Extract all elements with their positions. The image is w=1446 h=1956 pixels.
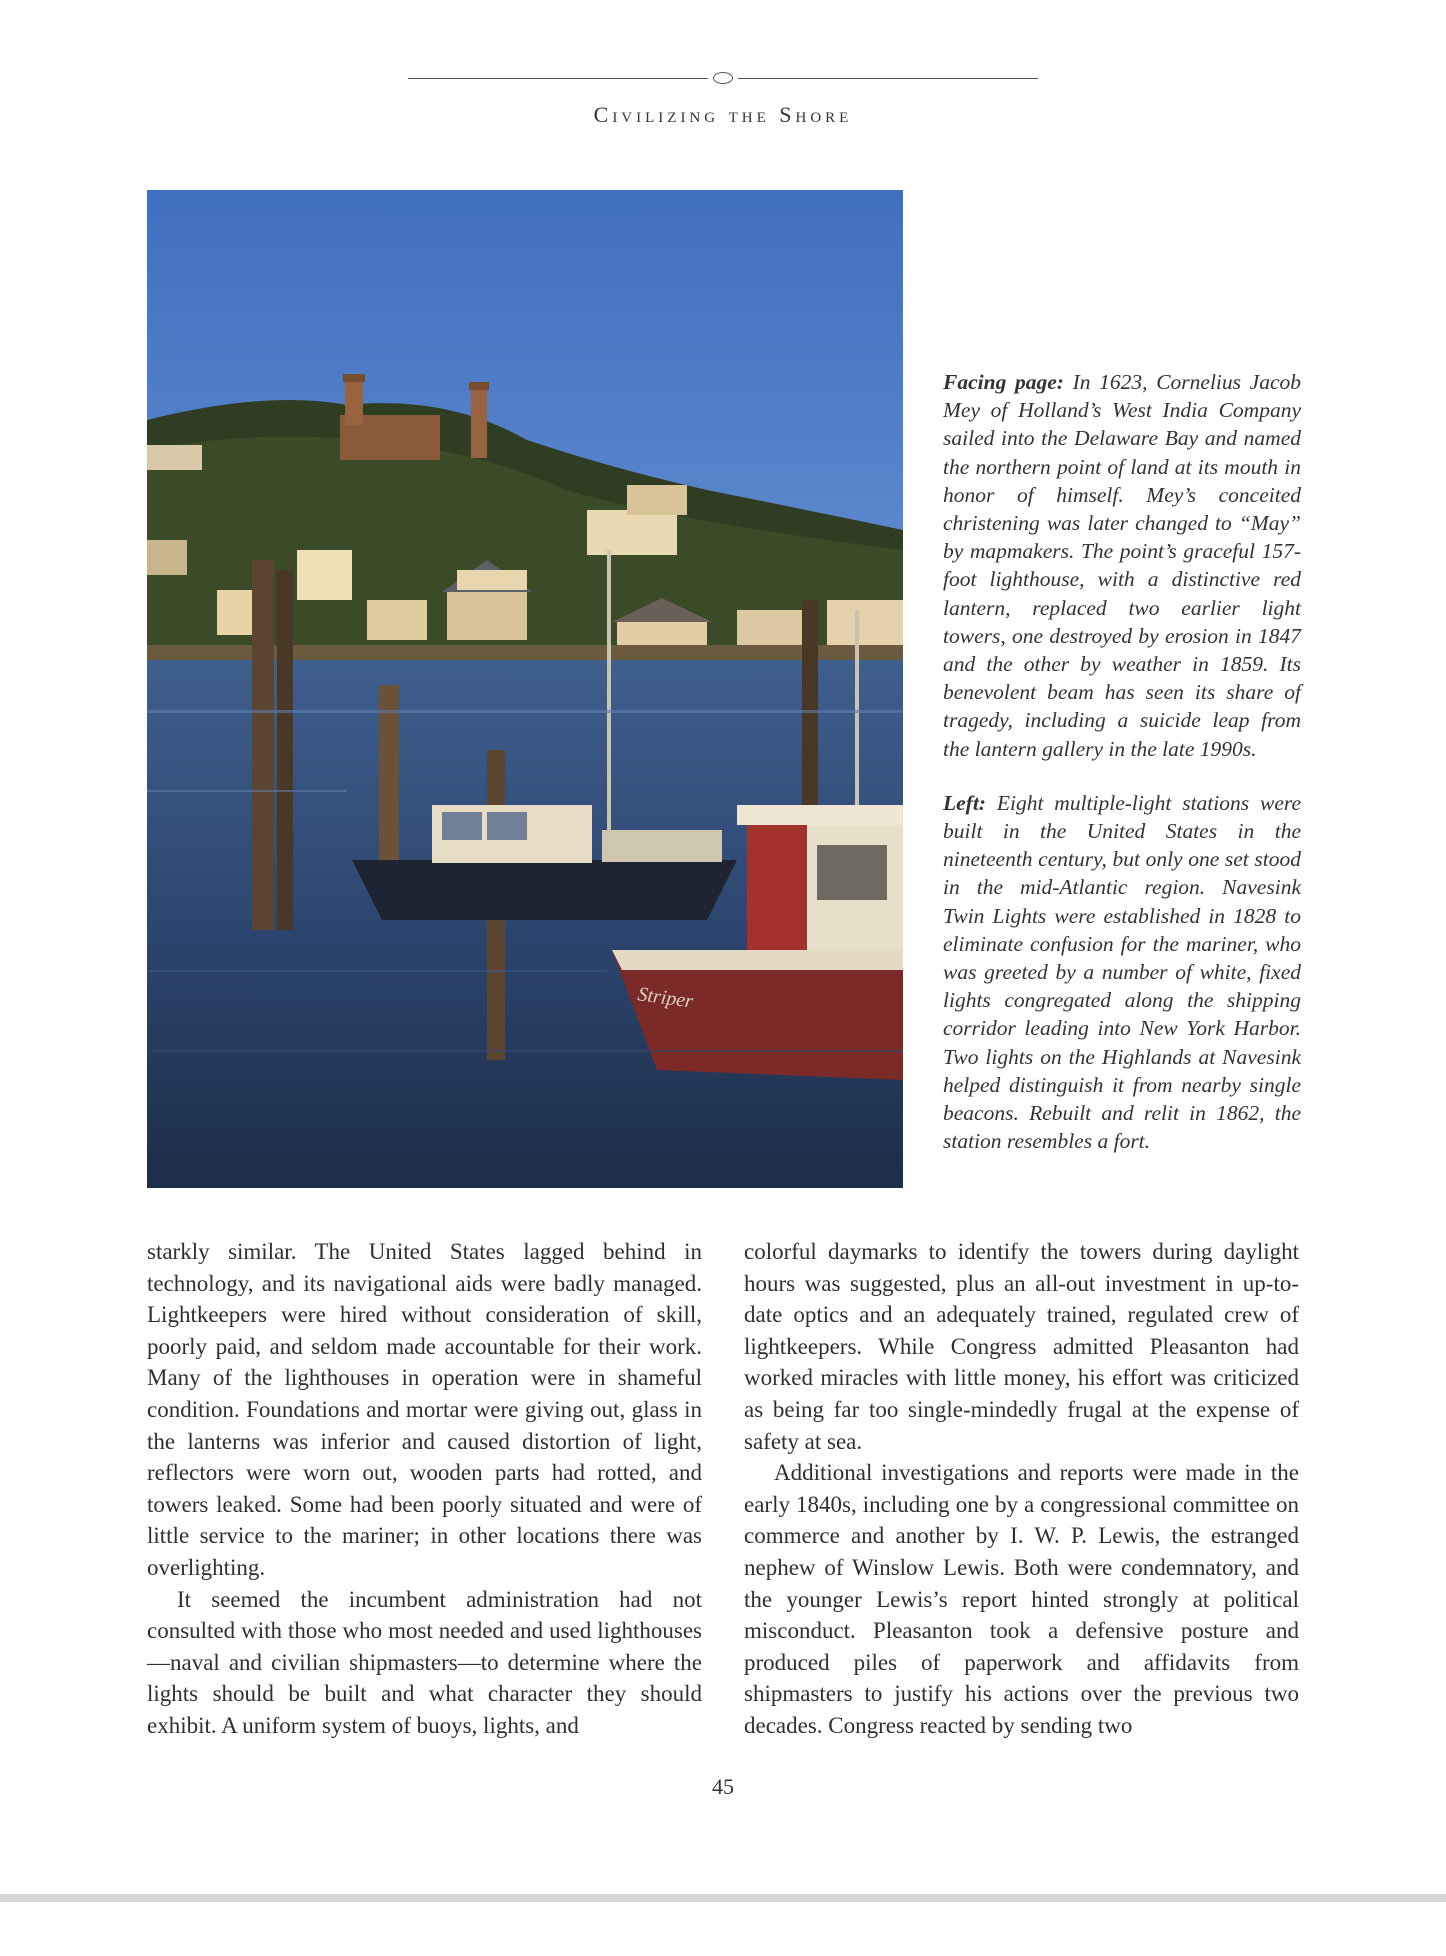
header-rule-right: [738, 78, 1038, 79]
caption-left-lead: Left:: [943, 790, 986, 815]
body-column-left: [147, 1236, 702, 1742]
header-rule-left: [408, 78, 708, 79]
page-number: 45: [712, 1774, 734, 1799]
caption-facing-text: In 1623, Cornelius Jacob Mey of Holland’s West India Company sailed into the Delaware Bay and named the northern point of land at its mouth in honor of himself. Mey’s conceited christening was later changed to “May” by mapmakers. The point’s graceful 157-foot lighthouse, with a distinctive red lantern, replaced two earlier light towers, one destroyed by erosion in 1847 and the other by weather in 1859. Its benevolent beam has seen its share of tragedy, including a suicide leap from the lantern gallery in the late 1990s.: [943, 370, 1301, 761]
body-paragraph: colorful daymarks to identify the towers during daylight hours was suggested, plus an all-out investment in up-to-date optics and an adequately trained, regulated crew of lightkeepers. While Congress admitted Pleasanton had worked miracles with little money, his effort was criticized as being far too single-mindedly frugal at the expense of safety at sea.: [744, 1239, 1299, 1454]
caption-left-text: Eight multiple-light stations were built in the United States in the nineteenth century, but only one set stood in the mid-Atlantic region. Navesink Twin Lights were established in 1828 to eliminate confusion for the mariner, who was greeted by a number of white, fixed lights congregated along the shipping corridor leading into New York Harbor. Two lights on the Highlands at Navesink helped distinguish it from nearby single beacons. Rebuilt and relit in 1862, the station resembles a fort.: [943, 790, 1301, 1154]
bottom-divider: [0, 1894, 1446, 1902]
body-paragraph: starkly similar. The United States lagged behind in technology, and its navigational aids were badly managed. Lightkeepers were hired without consideration of skill, poorly paid, and seldom made accountable for their work. Many of the lighthouses in operation were in shameful condition. Foundations and mortar were giving out, glass in the lanterns was inferior and caused distortion of light, reflectors were worn out, wooden parts had rotted, and towers leaked. Some had been poorly situated and were of little service to the mariner; in other locations there was overlighting.: [147, 1239, 702, 1580]
header-ornament: [713, 72, 733, 84]
body-column-right: [744, 1236, 1299, 1742]
body-paragraph: Additional investigations and reports were made in the early 1840s, including one by a congressional committee on commerce and another by I. W. P. Lewis, the estranged nephew of Winslow Lewis. Both were condemnatory, and the younger Lewis’s report hinted strongly at political misconduct. Pleasanton took a defensive posture and produced piles of paperwork and affidavits from shipmasters to justify his actions over the previous two decades. Congress reacted by sending two: [744, 1460, 1299, 1738]
running-head: Civilizing the Shore: [593, 102, 853, 127]
photo-captions: [943, 368, 1301, 1181]
harbor-photo: [147, 190, 903, 1188]
caption-facing-page: [943, 368, 1301, 763]
boat-name: Striper: [636, 983, 695, 1013]
body-paragraph: It seemed the incumbent administration had not consulted with those who most needed and used lighthouses—naval and civilian shipmasters—to determine where the lights should be built and what character they should exhibit. A uniform system of buoys, lights, and: [147, 1586, 702, 1738]
caption-left: [943, 789, 1301, 1156]
caption-facing-lead: Facing page:: [943, 370, 1064, 394]
header-rule: [408, 78, 1038, 80]
